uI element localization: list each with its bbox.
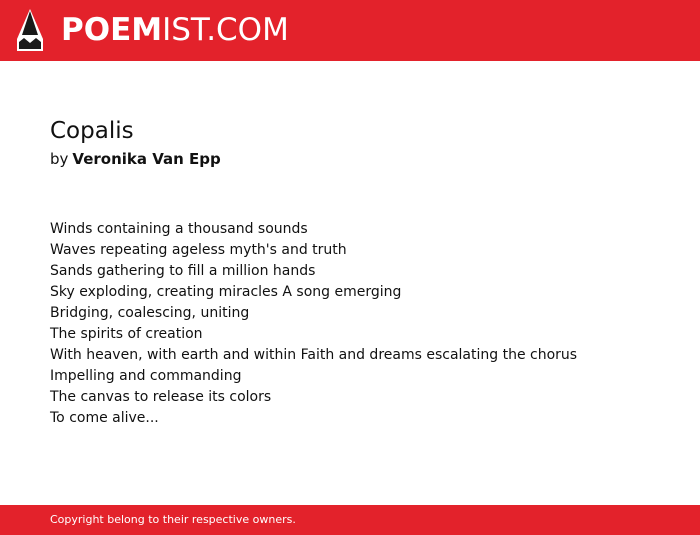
poem-line: Impelling and commanding: [50, 368, 242, 384]
poem-line: To come alive...: [50, 410, 159, 426]
poem-line: Sky exploding, creating miracles A song emerging: [50, 284, 402, 300]
poem-byline: [50, 148, 221, 170]
poem-body: [50, 219, 577, 429]
logo-bold-text: POEM: [61, 12, 163, 48]
by-label: by: [50, 150, 69, 168]
poem-line: With heaven, with earth and within Faith and dreams escalating the chorus: [50, 347, 578, 363]
poem-line: Winds containing a thousand sounds: [50, 221, 308, 237]
poem-line: Waves repeating ageless myth's and truth: [50, 242, 347, 258]
poem-line: Sands gathering to fill a million hands: [50, 263, 316, 279]
poem-title: Copalis: [50, 118, 134, 144]
copyright-text: Copyright belong to their respective owners.: [50, 513, 296, 526]
poem-line: The spirits of creation: [50, 326, 203, 342]
pencil-icon[interactable]: [17, 9, 43, 51]
logo-light-text: IST.COM: [162, 12, 289, 48]
poem-line: Bridging, coalescing, uniting: [50, 305, 250, 321]
poem-line: The canvas to release its colors: [50, 389, 272, 405]
poem-author: Veronika Van Epp: [72, 150, 221, 168]
site-logo[interactable]: [61, 12, 289, 48]
site-header: [0, 0, 700, 61]
site-footer: [0, 505, 700, 535]
